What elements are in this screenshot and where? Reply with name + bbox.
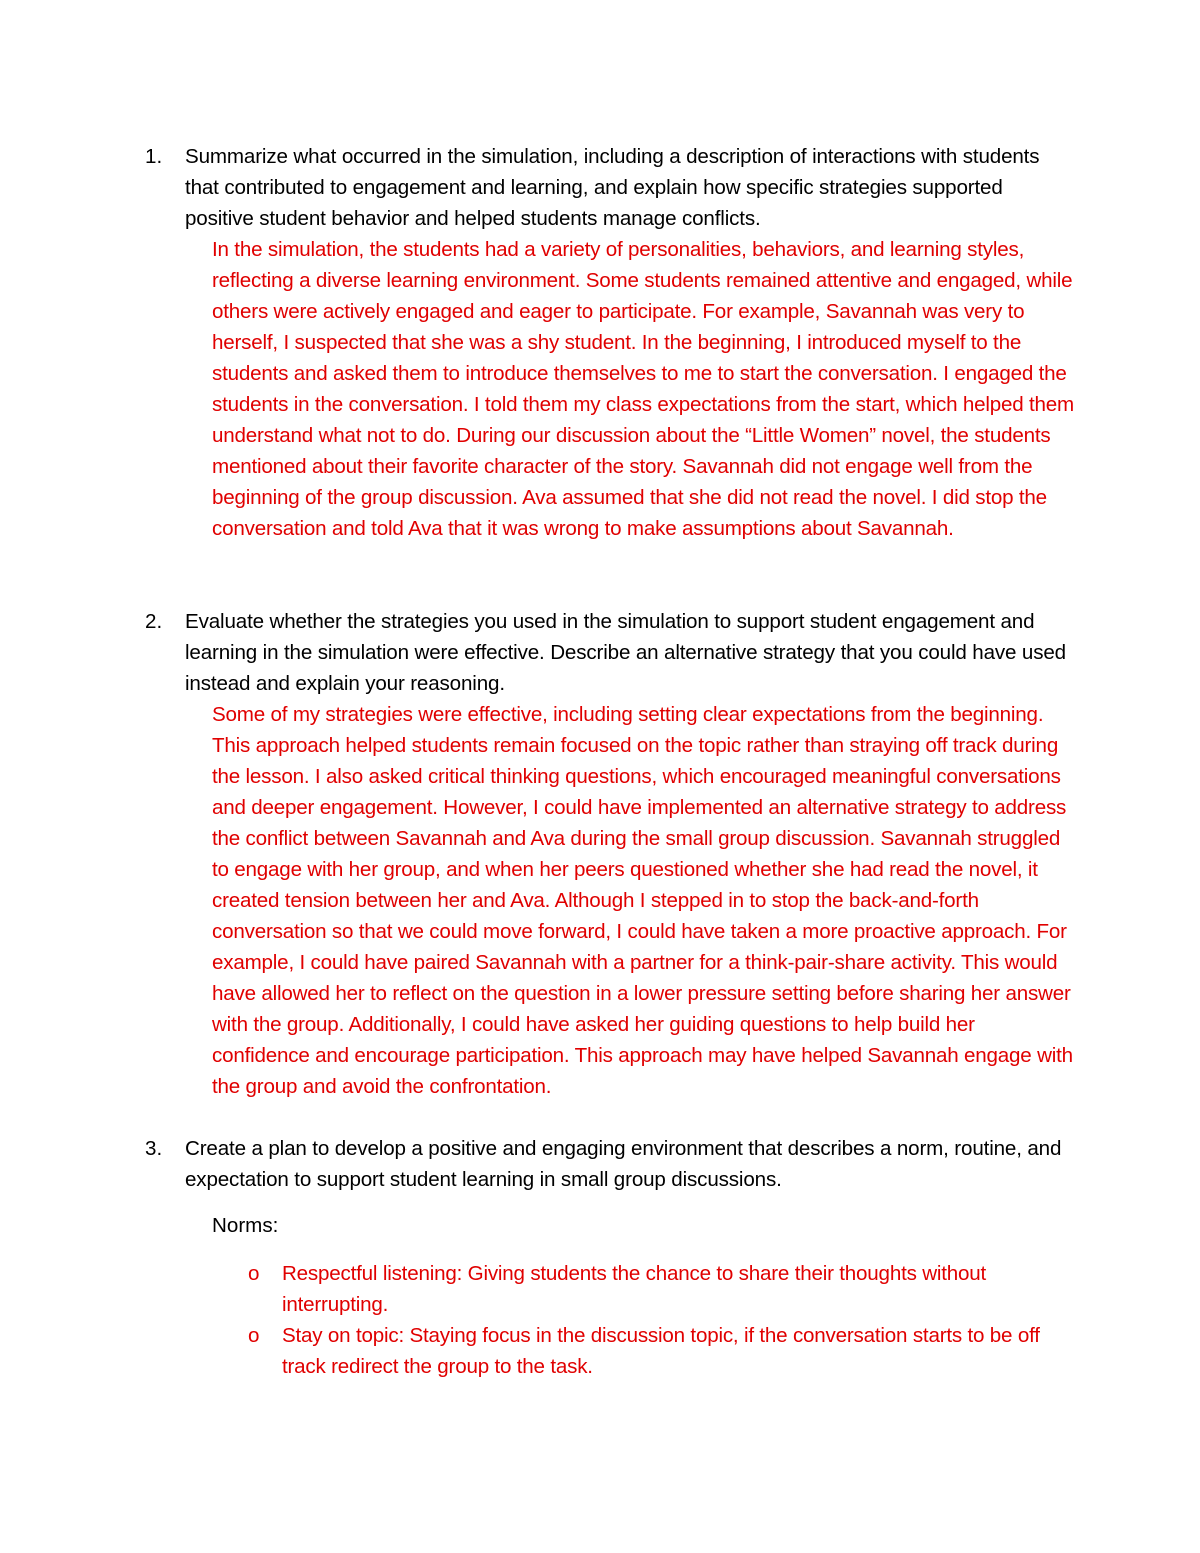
question-text: Create a plan to develop a positive and engaging environment that describes a norm, routine, and expectation to support student learning in small group discussions. — [185, 1137, 1062, 1191]
question-number: 2. — [145, 610, 163, 633]
answer-text: In the simulation, the students had a variety of personalities, behaviors, and learning styles, reflecting a diverse learning environment. Some students remained attentive and engaged, while others were actively engaged and eager to participate. For example, Savannah was very to herself, I suspected that she was a shy student. In the beginning, I introduced myself to the students and asked them to introduce themselves to me to start the conversation. I engaged the students in the conversation. I told them my class expectations from the start, which helped them understand what not to do. During our discussion about the “Little Women” novel, the students mentioned about their favorite character of the story. Savannah did not engage well from the beginning of the group discussion. Ava assumed that she did not read the novel. I did stop the conversation and told Ava that it was wrong to make assumptions about Savannah. — [212, 238, 1074, 540]
norm-text: Respectful listening: Giving students the chance to share their thoughts without interrupting. — [282, 1262, 987, 1316]
norm-item — [248, 1320, 1058, 1382]
question-text: Summarize what occurred in the simulation, including a description of interactions with students that contributed to engagement and learning, and explain how specific strategies supported positive student behavior and helped students manage conflicts. — [185, 145, 1040, 230]
norms-heading: Norms: — [212, 1214, 279, 1237]
answer-text: Some of my strategies were effective, including setting clear expectations from the beginning. This approach helped students remain focused on the topic rather than straying off track during the lesson. I also asked critical thinking questions, which encouraged meaningful conversations and deeper engagement. However, I could have implemented an alternative strategy to address the conflict between Savannah and Ava during the small group discussion. Savannah struggled to engage with her group, and when her peers questioned whether she had read the novel, it created tension between her and Ava. Although I stepped in to stop the back-and-forth conversation so that we could move forward, I could have taken a more proactive approach. For example, I could have paired Savannah with a partner for a think-pair-share activity. This would have allowed her to reflect on the question in a lower pressure setting before sharing her answer with the group. Additionally, I could have asked her guiding questions to help build her confidence and encourage participation. This approach may have helped Savannah engage with the group and avoid the confrontation. — [212, 703, 1073, 1098]
question-item-3 — [145, 1133, 1075, 1195]
norms-list — [248, 1258, 1058, 1382]
norm-item — [248, 1258, 1058, 1320]
norm-text: Stay on topic: Staying focus in the discussion topic, if the conversation starts to be off track redirect the group to the task. — [282, 1324, 1040, 1378]
question-item-2 — [145, 606, 1075, 1102]
question-number: 1. — [145, 145, 163, 168]
question-text: Evaluate whether the strategies you used in the simulation to support student engagement and learning in the simulation were effective. Describe an alternative strategy that you could have used instead and explain your reasoning. — [185, 610, 1066, 695]
question-item-1 — [145, 141, 1075, 544]
question-number: 3. — [145, 1137, 163, 1160]
bullet-circle-icon: o — [248, 1324, 260, 1347]
bullet-circle-icon: o — [248, 1262, 260, 1285]
